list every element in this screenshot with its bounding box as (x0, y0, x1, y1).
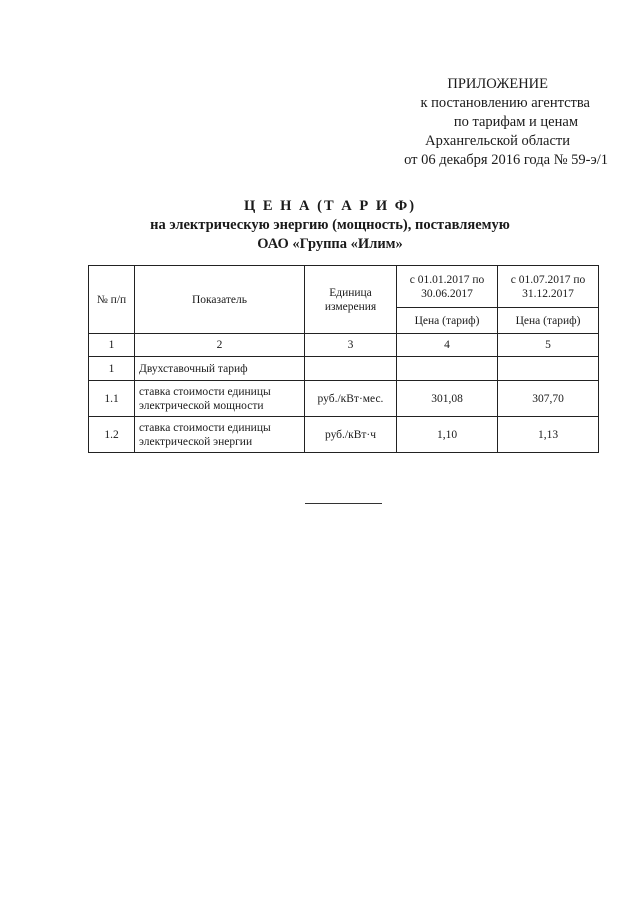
column-number-row (89, 334, 599, 357)
appendix-line: от 06 декабря 2016 года № 59-э/1 (404, 152, 608, 168)
row-unit: руб./кВт·ч (305, 417, 397, 453)
row-indicator: Двухставочный тариф (135, 357, 305, 381)
row-num: 1.2 (89, 417, 135, 453)
row-value-1: 301,08 (397, 381, 498, 417)
header-period-2: с 01.07.2017 по 31.12.2017 (498, 266, 599, 308)
table-row (89, 381, 599, 417)
table-row (89, 417, 599, 453)
column-number: 1 (89, 334, 135, 357)
column-number: 5 (498, 334, 599, 357)
appendix-line: к постановлению агентства (420, 95, 590, 111)
row-indicator: ставка стоимости единицы электрической мощности (135, 381, 305, 417)
end-divider (305, 503, 382, 504)
column-number: 2 (135, 334, 305, 357)
heading-subtitle: на электрическую энергию (мощность), поставляемую (150, 217, 510, 233)
row-value-2: 1,13 (498, 417, 599, 453)
row-unit: руб./кВт·мес. (305, 381, 397, 417)
header-period-1: с 01.01.2017 по 30.06.2017 (397, 266, 498, 308)
header-price-2: Цена (тариф) (498, 308, 599, 334)
appendix-block (308, 75, 608, 170)
table-row (89, 357, 599, 381)
row-indicator: ставка стоимости единицы электрической энергии (135, 417, 305, 453)
row-unit (305, 357, 397, 381)
column-number: 4 (397, 334, 498, 357)
column-number: 3 (305, 334, 397, 357)
header-indicator: Показатель (135, 266, 305, 334)
row-value-2 (498, 357, 599, 381)
header-unit: Единица измерения (305, 266, 397, 334)
header-price-1: Цена (тариф) (397, 308, 498, 334)
document-heading (80, 197, 580, 254)
heading-company: ОАО «Группа «Илим» (257, 236, 403, 252)
row-value-1: 1,10 (397, 417, 498, 453)
row-num: 1 (89, 357, 135, 381)
appendix-line: Архангельской области (425, 133, 570, 149)
row-num: 1.1 (89, 381, 135, 417)
appendix-title: ПРИЛОЖЕНИЕ (447, 76, 548, 92)
header-num: № п/п (89, 266, 135, 334)
heading-title: Ц Е Н А (Т А Р И Ф) (243, 198, 417, 214)
row-value-1 (397, 357, 498, 381)
appendix-line: по тарифам и ценам (453, 114, 578, 130)
tariff-table (88, 265, 599, 453)
row-value-2: 307,70 (498, 381, 599, 417)
table-header-row (89, 266, 599, 308)
